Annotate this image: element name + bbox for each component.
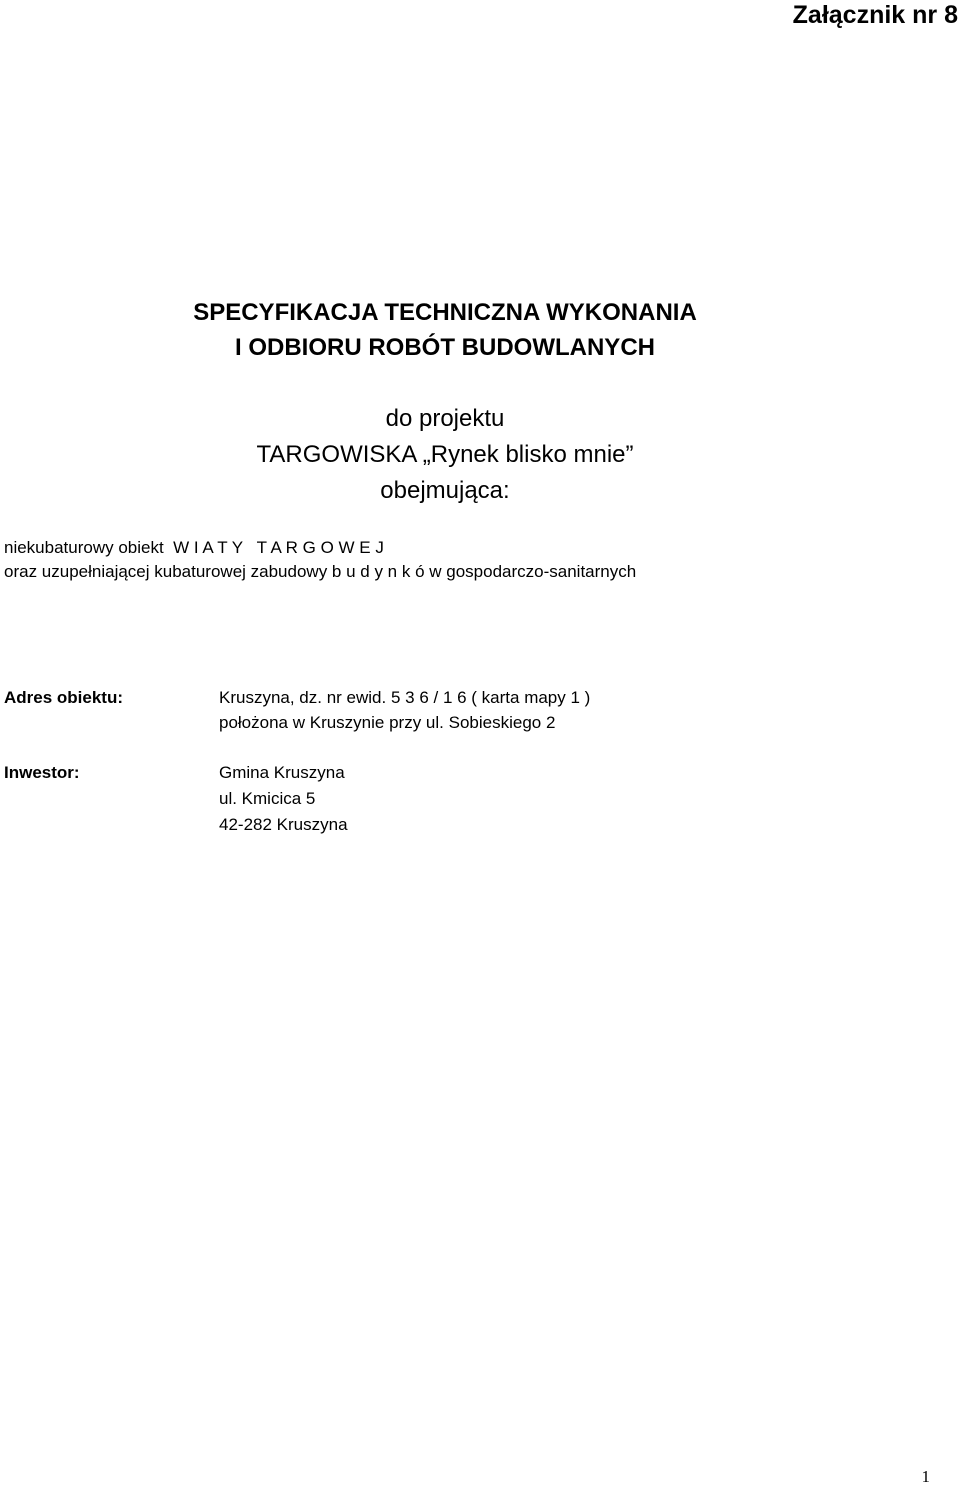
address-line-1: Kruszyna, dz. nr ewid. 5 3 6 / 1 6 ( karta mapy 1 ) — [219, 688, 591, 707]
investor-line-1: Gmina Kruszyna — [219, 763, 345, 782]
investor-line-3: 42-282 Kruszyna — [219, 815, 348, 834]
annex-number: Załącznik nr 8 — [792, 1, 958, 29]
subtitle-line-3: obejmująca: — [380, 477, 510, 504]
document-title-line-2: I ODBIORU ROBÓT BUDOWLANYCH — [235, 334, 655, 361]
investor-line-2: ul. Kmicica 5 — [219, 789, 316, 808]
investor-label: Inwestor: — [4, 763, 80, 782]
address-label: Adres obiektu: — [4, 688, 124, 707]
subtitle-line-2: TARGOWISKA „Rynek blisko mnie” — [256, 441, 634, 468]
document-title-line-1: SPECYFIKACJA TECHNICZNA WYKONANIA — [193, 299, 697, 326]
description-line-1: niekubaturowy obiekt W I A T Y T A R G O W E J — [4, 538, 384, 557]
page-number: 1 — [921, 1467, 930, 1486]
description-line-2: oraz uzupełniającej kubaturowej zabudowy b u d y n k ó w gospodarczo-sanitarnych — [4, 562, 637, 581]
address-line-2: położona w Kruszynie przy ul. Sobieskiego 2 — [219, 713, 556, 732]
subtitle-line-1: do projektu — [385, 405, 505, 432]
